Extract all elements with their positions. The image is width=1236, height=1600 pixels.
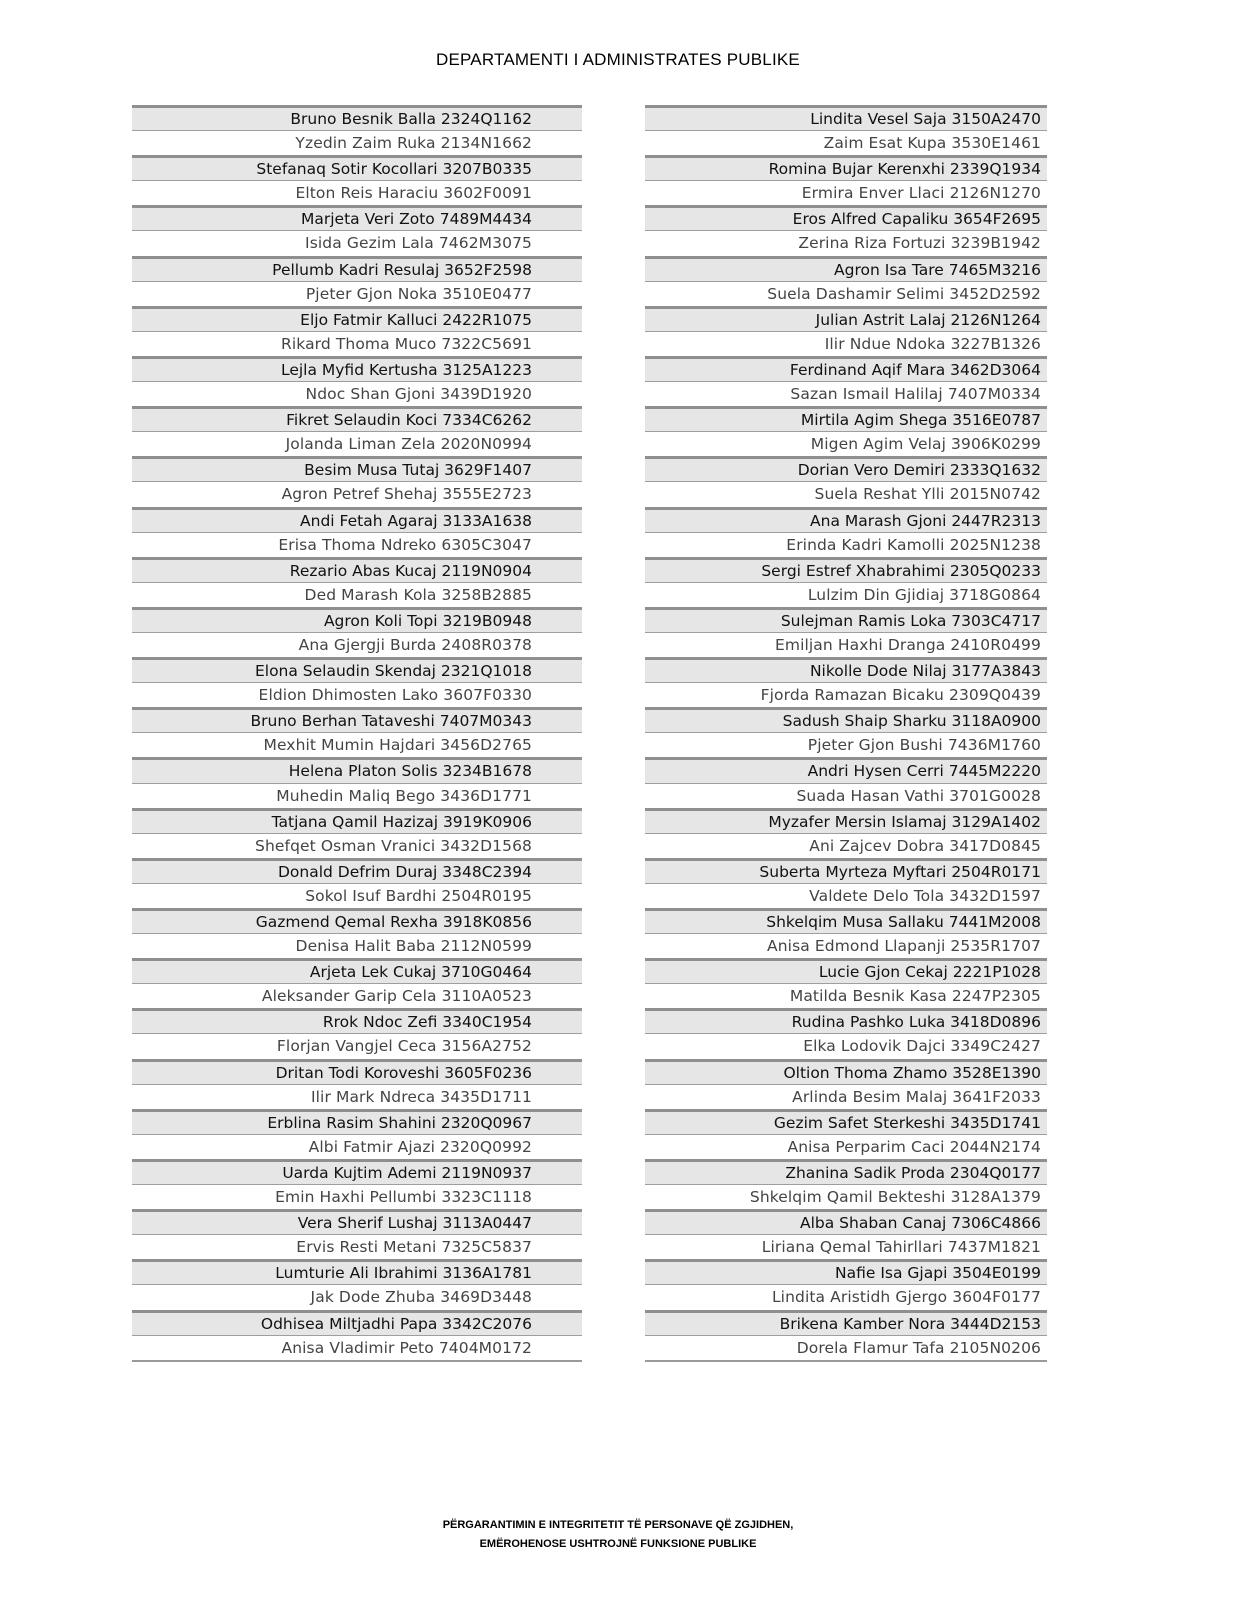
- list-item: Sergi Estref Xhabrahimi 2305Q0233: [645, 557, 1047, 582]
- list-item: Yzedin Zaim Ruka 2134N1662: [132, 130, 582, 155]
- list-item: Sazan Ismail Halilaj 7407M0334: [645, 381, 1047, 406]
- list-item: Elka Lodovik Dajci 3349C2427: [645, 1033, 1047, 1058]
- list-item: Agron Isa Tare 7465M3216: [645, 256, 1047, 281]
- list-item: Andri Hysen Cerri 7445M2220: [645, 757, 1047, 782]
- list-item: Shkelqim Qamil Bekteshi 3128A1379: [645, 1184, 1047, 1209]
- list-item: Erblina Rasim Shahini 2320Q0967: [132, 1109, 582, 1134]
- list-item: Suela Dashamir Selimi 3452D2592: [645, 281, 1047, 306]
- list-item: Marjeta Veri Zoto 7489M4434: [132, 205, 582, 230]
- list-item: Pjeter Gjon Bushi 7436M1760: [645, 732, 1047, 757]
- list-item: Agron Petref Shehaj 3555E2723: [132, 481, 582, 506]
- list-item: Ermira Enver Llaci 2126N1270: [645, 180, 1047, 205]
- list-item: Alba Shaban Canaj 7306C4866: [645, 1209, 1047, 1234]
- list-item: Zaim Esat Kupa 3530E1461: [645, 130, 1047, 155]
- list-item: Nikolle Dode Nilaj 3177A3843: [645, 657, 1047, 682]
- page-title: DEPARTAMENTI I ADMINISTRATES PUBLIKE: [436, 50, 800, 69]
- list-item: Zerina Riza Fortuzi 3239B1942: [645, 230, 1047, 255]
- list-item: Emin Haxhi Pellumbi 3323C1118: [132, 1184, 582, 1209]
- list-item: Pjeter Gjon Noka 3510E0477: [132, 281, 582, 306]
- list-item: Migen Agim Velaj 3906K0299: [645, 431, 1047, 456]
- list-item: Ana Marash Gjoni 2447R2313: [645, 507, 1047, 532]
- list-item: Tatjana Qamil Hazizaj 3919K0906: [132, 808, 582, 833]
- names-column-left: [132, 105, 582, 1362]
- list-item: Donald Defrim Duraj 3348C2394: [132, 858, 582, 883]
- list-item: Isida Gezim Lala 7462M3075: [132, 230, 582, 255]
- list-item: Andi Fetah Agaraj 3133A1638: [132, 507, 582, 532]
- list-item: Gezim Safet Sterkeshi 3435D1741: [645, 1109, 1047, 1134]
- list-item: Muhedin Maliq Bego 3436D1771: [132, 783, 582, 808]
- list-item: Lindita Vesel Saja 3150A2470: [645, 105, 1047, 130]
- list-item: Gazmend Qemal Rexha 3918K0856: [132, 908, 582, 933]
- list-item: Dritan Todi Koroveshi 3605F0236: [132, 1059, 582, 1084]
- list-item: Uarda Kujtim Ademi 2119N0937: [132, 1159, 582, 1184]
- list-item: Elton Reis Haraciu 3602F0091: [132, 180, 582, 205]
- list-item: Odhisea Miltjadhi Papa 3342C2076: [132, 1310, 582, 1335]
- list-item: Dorela Flamur Tafa 2105N0206: [645, 1335, 1047, 1360]
- list-item: Brikena Kamber Nora 3444D2153: [645, 1310, 1047, 1335]
- list-item: Anisa Perparim Caci 2044N2174: [645, 1134, 1047, 1159]
- list-item: Ani Zajcev Dobra 3417D0845: [645, 833, 1047, 858]
- list-item: Rrok Ndoc Zefi 3340C1954: [132, 1008, 582, 1033]
- column-bottom-rule: [645, 1360, 1047, 1362]
- list-item: Erinda Kadri Kamolli 2025N1238: [645, 532, 1047, 557]
- list-item: Sadush Shaip Sharku 3118A0900: [645, 707, 1047, 732]
- list-item: Sokol Isuf Bardhi 2504R0195: [132, 883, 582, 908]
- list-item: Aleksander Garip Cela 3110A0523: [132, 983, 582, 1008]
- list-item: Mexhit Mumin Hajdari 3456D2765: [132, 732, 582, 757]
- footer: [0, 1516, 1236, 1554]
- list-item: Julian Astrit Lalaj 2126N1264: [645, 306, 1047, 331]
- list-item: Florjan Vangjel Ceca 3156A2752: [132, 1033, 582, 1058]
- list-item: Jak Dode Zhuba 3469D3448: [132, 1284, 582, 1309]
- list-item: Zhanina Sadik Proda 2304Q0177: [645, 1159, 1047, 1184]
- list-item: Nafie Isa Gjapi 3504E0199: [645, 1259, 1047, 1284]
- list-item: Pellumb Kadri Resulaj 3652F2598: [132, 256, 582, 281]
- list-item: Ferdinand Aqif Mara 3462D3064: [645, 356, 1047, 381]
- footer-line-1: PËRGARANTIMIN E INTEGRITETIT TË PERSONAVE QË ZGJIDHEN,: [442, 1519, 794, 1531]
- list-item: Rikard Thoma Muco 7322C5691: [132, 331, 582, 356]
- names-column-right: [645, 105, 1047, 1362]
- list-item: Jolanda Liman Zela 2020N0994: [132, 431, 582, 456]
- list-item: Suberta Myrteza Myftari 2504R0171: [645, 858, 1047, 883]
- list-item: Bruno Besnik Balla 2324Q1162: [132, 105, 582, 130]
- list-item: Agron Koli Topi 3219B0948: [132, 607, 582, 632]
- column-bottom-rule: [132, 1360, 582, 1362]
- list-item: Sulejman Ramis Loka 7303C4717: [645, 607, 1047, 632]
- list-item: Anisa Vladimir Peto 7404M0172: [132, 1335, 582, 1360]
- list-item: Erisa Thoma Ndreko 6305C3047: [132, 532, 582, 557]
- list-item: Ded Marash Kola 3258B2885: [132, 582, 582, 607]
- list-item: Dorian Vero Demiri 2333Q1632: [645, 456, 1047, 481]
- list-item: Liriana Qemal Tahirllari 7437M1821: [645, 1234, 1047, 1259]
- list-item: Rudina Pashko Luka 3418D0896: [645, 1008, 1047, 1033]
- list-item: Ilir Mark Ndreca 3435D1711: [132, 1084, 582, 1109]
- list-item: Arlinda Besim Malaj 3641F2033: [645, 1084, 1047, 1109]
- list-item: Suada Hasan Vathi 3701G0028: [645, 783, 1047, 808]
- list-item: Valdete Delo Tola 3432D1597: [645, 883, 1047, 908]
- list-item: Ana Gjergji Burda 2408R0378: [132, 632, 582, 657]
- list-item: Bruno Berhan Tataveshi 7407M0343: [132, 707, 582, 732]
- list-item: Romina Bujar Kerenxhi 2339Q1934: [645, 155, 1047, 180]
- list-item: Oltion Thoma Zhamo 3528E1390: [645, 1059, 1047, 1084]
- list-item: Ilir Ndue Ndoka 3227B1326: [645, 331, 1047, 356]
- list-item: Fjorda Ramazan Bicaku 2309Q0439: [645, 682, 1047, 707]
- list-item: Eljo Fatmir Kalluci 2422R1075: [132, 306, 582, 331]
- list-item: Vera Sherif Lushaj 3113A0447: [132, 1209, 582, 1234]
- list-item: Helena Platon Solis 3234B1678: [132, 757, 582, 782]
- list-item: Matilda Besnik Kasa 2247P2305: [645, 983, 1047, 1008]
- footer-line-2: EMËROHENOSE USHTROJNË FUNKSIONE PUBLIKE: [479, 1538, 757, 1550]
- list-item: Mirtila Agim Shega 3516E0787: [645, 406, 1047, 431]
- list-item: Elona Selaudin Skendaj 2321Q1018: [132, 657, 582, 682]
- list-item: Lulzim Din Gjidiaj 3718G0864: [645, 582, 1047, 607]
- list-item: Lejla Myfid Kertusha 3125A1223: [132, 356, 582, 381]
- list-item: Emiljan Haxhi Dranga 2410R0499: [645, 632, 1047, 657]
- list-item: Myzafer Mersin Islamaj 3129A1402: [645, 808, 1047, 833]
- list-item: Eldion Dhimosten Lako 3607F0330: [132, 682, 582, 707]
- list-item: Ndoc Shan Gjoni 3439D1920: [132, 381, 582, 406]
- list-item: Fikret Selaudin Koci 7334C6262: [132, 406, 582, 431]
- list-item: Lindita Aristidh Gjergo 3604F0177: [645, 1284, 1047, 1309]
- list-item: Stefanaq Sotir Kocollari 3207B0335: [132, 155, 582, 180]
- list-item: Denisa Halit Baba 2112N0599: [132, 933, 582, 958]
- list-item: Arjeta Lek Cukaj 3710G0464: [132, 958, 582, 983]
- list-item: Ervis Resti Metani 7325C5837: [132, 1234, 582, 1259]
- list-item: Lumturie Ali Ibrahimi 3136A1781: [132, 1259, 582, 1284]
- list-item: Shefqet Osman Vranici 3432D1568: [132, 833, 582, 858]
- list-item: Shkelqim Musa Sallaku 7441M2008: [645, 908, 1047, 933]
- list-item: Albi Fatmir Ajazi 2320Q0992: [132, 1134, 582, 1159]
- list-item: Lucie Gjon Cekaj 2221P1028: [645, 958, 1047, 983]
- list-item: Suela Reshat Ylli 2015N0742: [645, 481, 1047, 506]
- list-item: Eros Alfred Capaliku 3654F2695: [645, 205, 1047, 230]
- list-item: Anisa Edmond Llapanji 2535R1707: [645, 933, 1047, 958]
- list-item: Besim Musa Tutaj 3629F1407: [132, 456, 582, 481]
- list-item: Rezario Abas Kucaj 2119N0904: [132, 557, 582, 582]
